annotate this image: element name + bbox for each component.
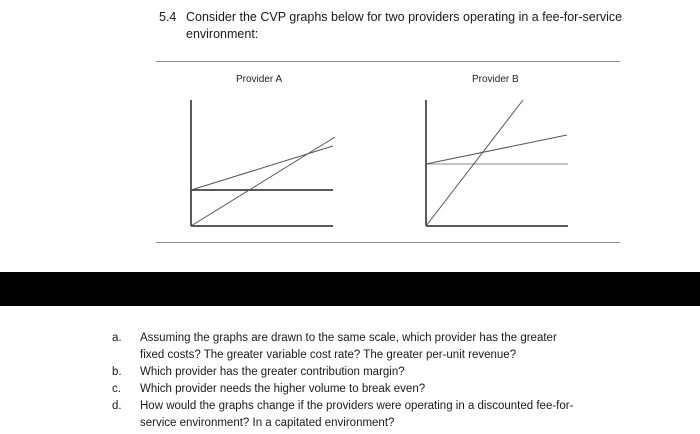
question-b [112,364,582,381]
problem-number: 5.4 [159,10,177,24]
bottom-divider [156,242,620,243]
provider-a-graph [180,95,350,235]
provider-a-total-cost-line [191,146,333,190]
question-letter: c. [112,383,121,395]
question-c [112,381,582,398]
provider-b-graph [415,95,585,235]
problem-text: Consider the CVP graphs below for two providers operating in a fee-for-service environment: [186,10,623,41]
question-list [112,330,582,432]
question-d [112,398,582,432]
provider-a-revenue-line [191,137,335,226]
question-letter: a. [112,332,122,344]
question-text: Assuming the graphs are drawn to the same scale, which provider has the greater fixed costs? The greater variable cost rate? The greater per-unit revenue? [140,332,557,361]
question-text: Which provider needs the higher volume to break even? [140,383,426,395]
top-divider [156,61,620,62]
provider-b-revenue-line [426,100,523,226]
question-text: How would the graphs change if the providers were operating in a discounted fee-for-service environment? In a capitated environment? [140,400,574,429]
question-text: Which provider has the greater contribution margin? [140,366,405,378]
question-letter: d. [112,400,122,412]
redaction-band [0,272,700,306]
provider-b-total-cost-line [426,135,567,164]
question-a [112,330,582,364]
question-letter: b. [112,366,122,378]
provider-b-title: Provider B [472,74,519,85]
provider-a-title: Provider A [236,74,283,85]
